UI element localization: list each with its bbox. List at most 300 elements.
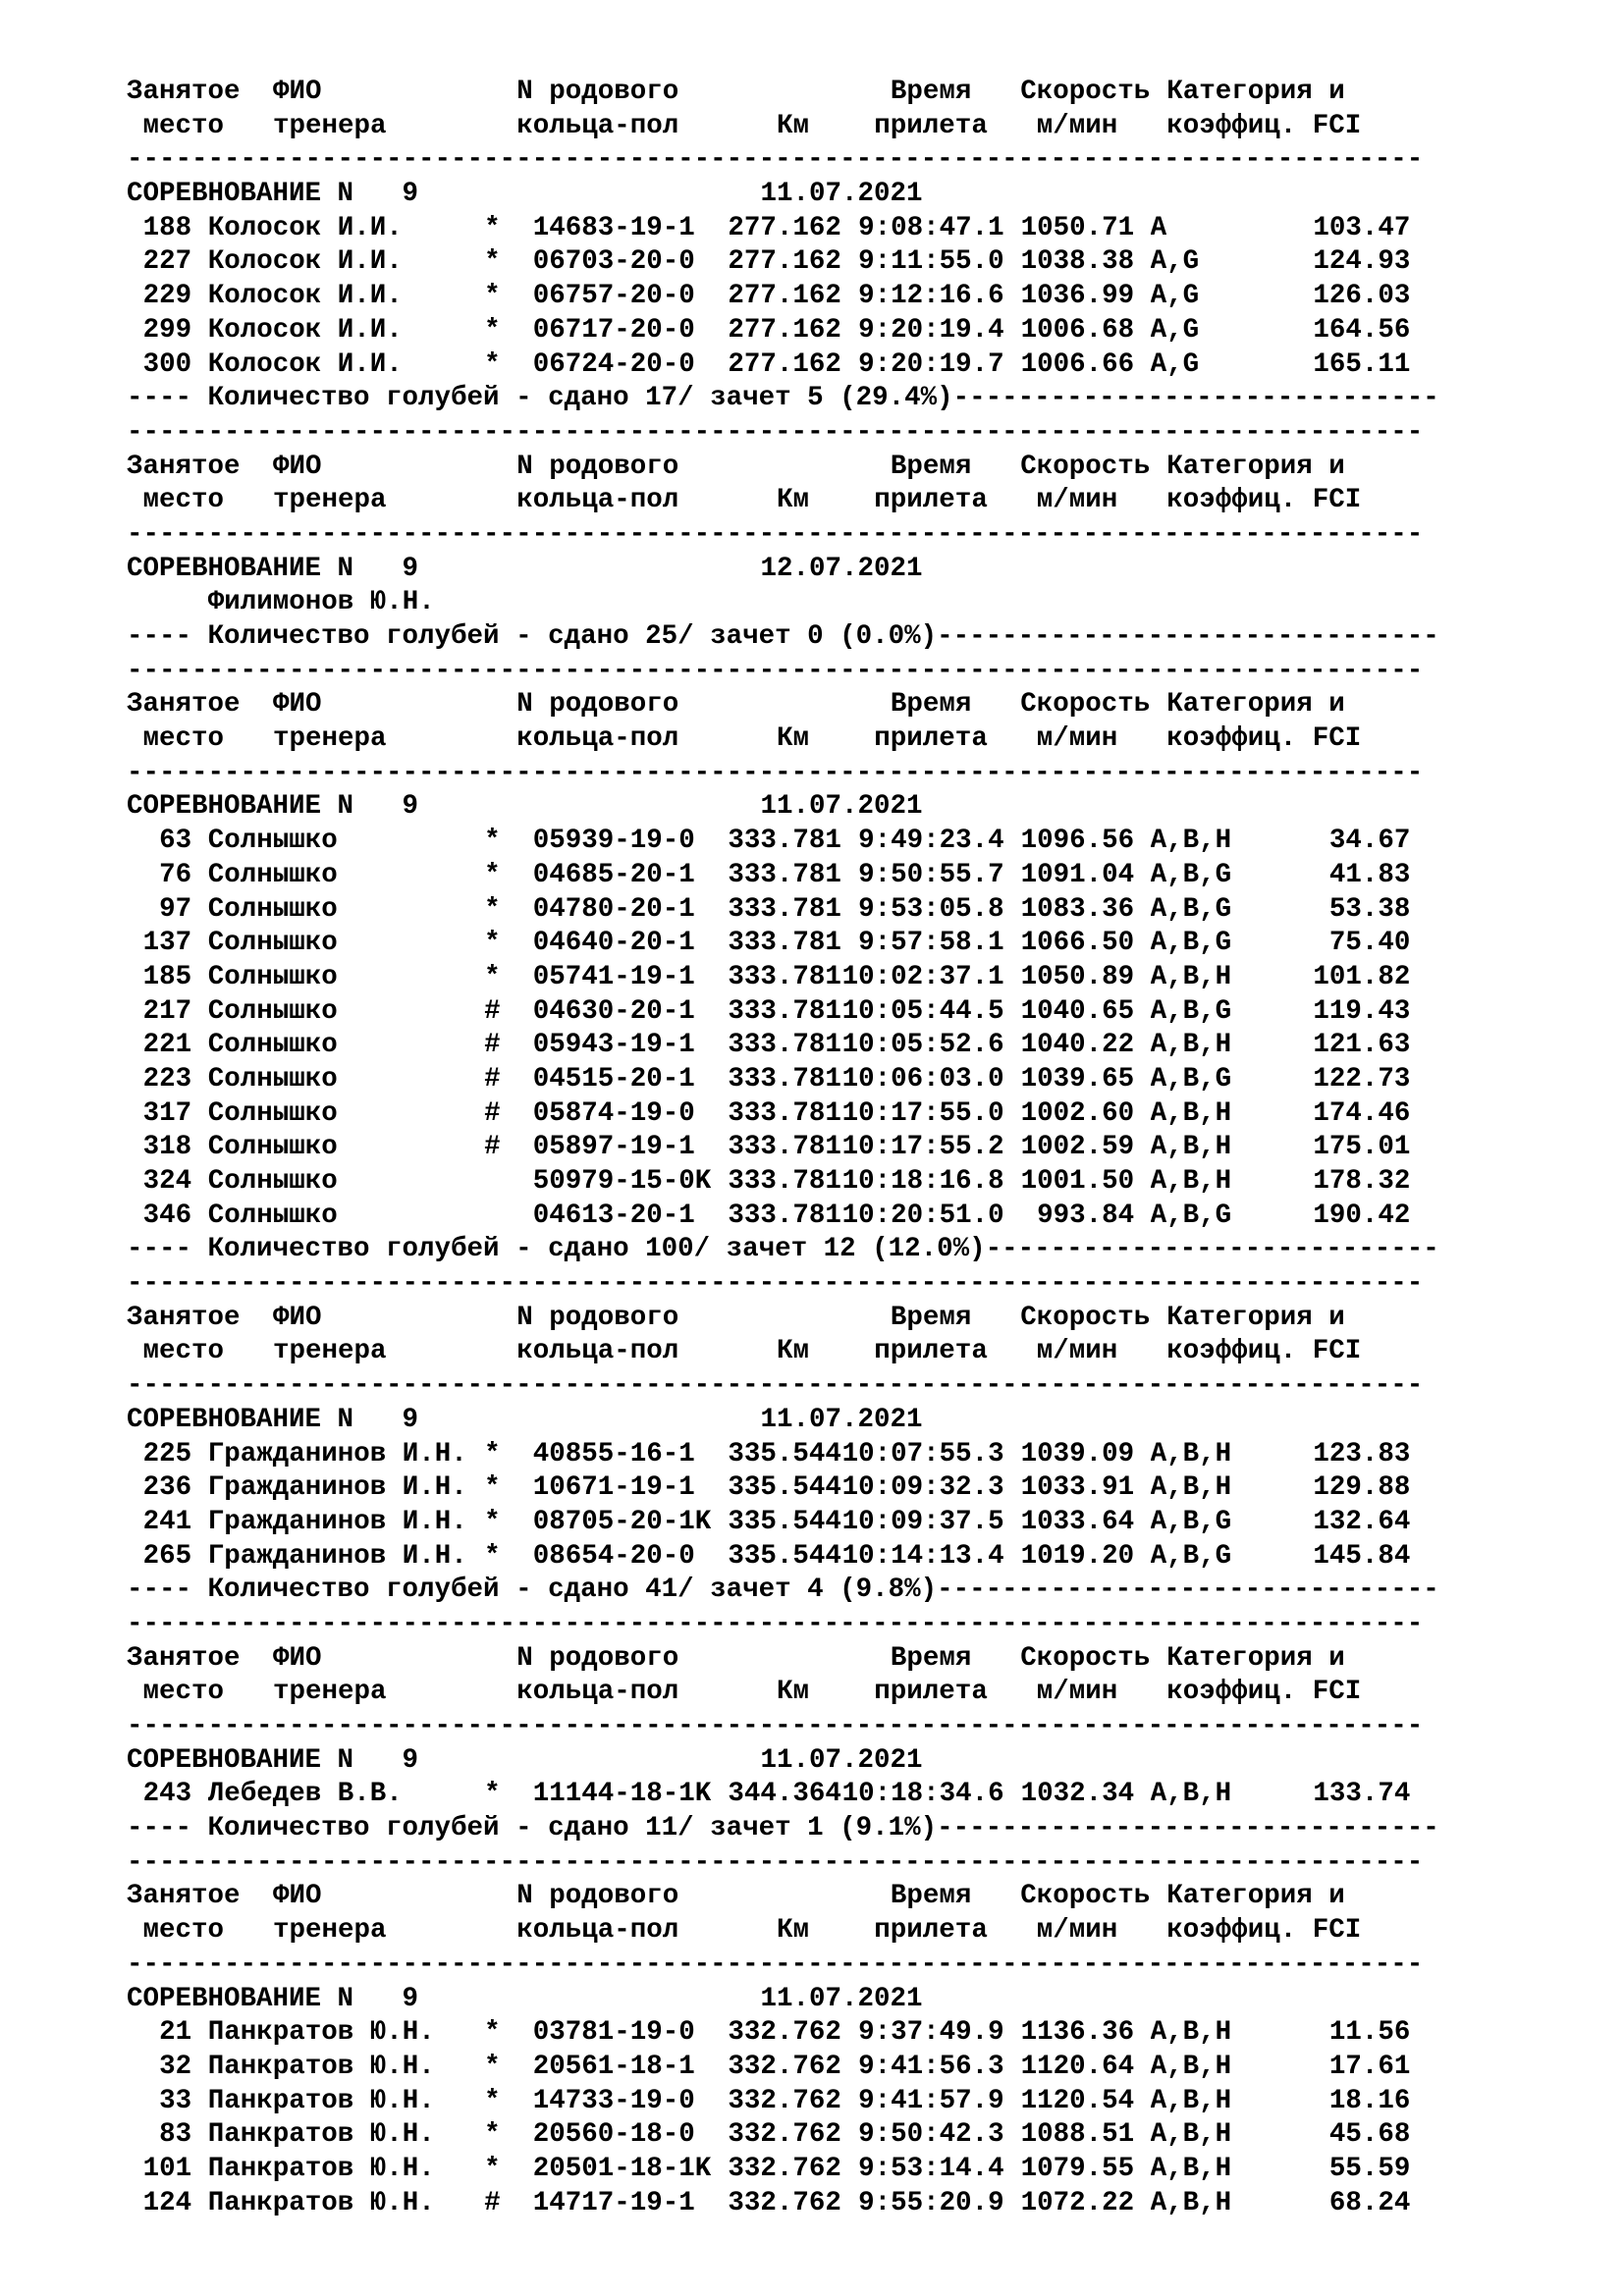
column-header: место xyxy=(142,1336,225,1367)
column-header: прилета xyxy=(874,110,988,141)
table-row xyxy=(127,212,1439,246)
speed-m-min: 1091.04 xyxy=(1020,859,1135,890)
ring-number: 05897-19-1 xyxy=(532,1132,695,1163)
category: A,B,H xyxy=(1150,1030,1232,1061)
column-header: Категория и xyxy=(1166,77,1345,107)
column-header-line-1 xyxy=(127,76,1439,110)
ring-number: 08654-20-0 xyxy=(532,1540,695,1572)
column-header: ФИО xyxy=(272,689,322,721)
competition-date: 11.07.2021 xyxy=(760,1983,923,2014)
section-summary: ---- Количество голубей - сдано 41/ зачет 4 (9.8%)------------------------------- xyxy=(127,1575,1439,1606)
table-row xyxy=(127,927,1439,961)
distance-km: 333.781 xyxy=(728,826,841,857)
ring-number: 08705-20-1K xyxy=(532,1506,712,1537)
column-header: Км xyxy=(777,110,810,141)
distance-km: 277.162 xyxy=(728,281,841,312)
category: A,B,H xyxy=(1150,826,1232,857)
mark: # xyxy=(484,1030,501,1061)
fci-coefficient: 175.01 xyxy=(1313,1132,1411,1163)
mark: * xyxy=(484,1540,501,1572)
column-header xyxy=(760,1642,792,1677)
fci-coefficient: 121.63 xyxy=(1313,1030,1411,1061)
distance-km: 277.162 xyxy=(728,314,841,346)
distance-km: 332.762 xyxy=(728,2085,841,2116)
competition-number: СОРЕВНОВАНИЕ N 9 xyxy=(127,1983,419,2014)
trainer-name: Солнышко xyxy=(207,1063,338,1095)
mark: * xyxy=(484,2085,501,2116)
table-row xyxy=(127,2118,1439,2153)
category: A,B,H xyxy=(1150,1438,1232,1469)
speed-m-min: 1050.89 xyxy=(1020,961,1135,992)
fci-coefficient: 178.32 xyxy=(1313,1166,1411,1197)
fci-coefficient: 165.11 xyxy=(1313,348,1411,380)
competition-date: 11.07.2021 xyxy=(760,1404,923,1435)
competition-line xyxy=(127,1744,1439,1779)
table-row xyxy=(127,961,1439,995)
column-header: N родового xyxy=(516,1642,679,1674)
distance-km: 333.781 xyxy=(728,1200,841,1231)
trainer-name: Панкратов Ю.Н. xyxy=(207,2051,435,2082)
trainer-name: Колосок И.И. xyxy=(207,246,403,278)
column-header: Категория и xyxy=(1166,1302,1345,1333)
competition-line xyxy=(127,1404,1439,1438)
category: A,B,G xyxy=(1150,928,1232,959)
speed-m-min: 1019.20 xyxy=(1020,1540,1135,1572)
column-header: м/мин xyxy=(1036,1677,1118,1708)
column-header: Занятое xyxy=(127,1302,241,1333)
ring-number: 20501-18-1K xyxy=(532,2153,712,2184)
arrival-time: 10:18:16.8 xyxy=(841,1166,1004,1197)
column-header: Время xyxy=(890,1302,972,1333)
column-header: Категория и xyxy=(1166,689,1345,721)
category: A,B,H xyxy=(1150,2085,1232,2116)
mark: * xyxy=(484,928,501,959)
distance-km: 277.162 xyxy=(728,212,841,243)
fci-coefficient: 119.43 xyxy=(1313,995,1411,1027)
category: A,B,H xyxy=(1150,1166,1232,1197)
column-header: м/мин xyxy=(1036,723,1118,755)
mark: * xyxy=(484,281,501,312)
separator-line: -------------------------------------------------------------------------------- xyxy=(127,1608,1424,1639)
ring-number: 10671-19-1 xyxy=(532,1472,695,1504)
fci-coefficient: 123.83 xyxy=(1313,1438,1411,1469)
category: A,B,G xyxy=(1150,1200,1232,1231)
separator-line: -------------------------------------------------------------------------------- xyxy=(127,1949,1424,1980)
place: 227 xyxy=(142,246,192,278)
competition-date: 11.07.2021 xyxy=(760,179,923,210)
category: A,B,H xyxy=(1150,2187,1232,2218)
distance-km: 333.781 xyxy=(728,961,841,992)
mark: * xyxy=(484,246,501,278)
table-row xyxy=(127,1165,1439,1200)
place: 241 xyxy=(142,1506,192,1537)
trainer-name: Колосок И.И. xyxy=(207,212,403,243)
trainer-name: Гражданинов И.Н. xyxy=(207,1506,467,1537)
mark: * xyxy=(484,2153,501,2184)
place: 236 xyxy=(142,1472,192,1504)
mark xyxy=(484,1200,501,1234)
ring-number: 14733-19-0 xyxy=(532,2085,695,2116)
ring-number: 06757-20-0 xyxy=(532,281,695,312)
table-row xyxy=(127,825,1439,859)
ring-number: 04780-20-1 xyxy=(532,893,695,925)
separator-line: -------------------------------------------------------------------------------- xyxy=(127,1268,1424,1300)
fci-coefficient: 75.40 xyxy=(1328,928,1411,959)
ring-number: 14717-19-1 xyxy=(532,2187,695,2218)
column-header: Время xyxy=(890,1881,972,1912)
column-header: прилета xyxy=(874,1336,988,1367)
distance-km: 333.781 xyxy=(728,1166,841,1197)
column-header-line-1 xyxy=(127,1642,1439,1677)
arrival-time: 10:05:52.6 xyxy=(841,1030,1004,1061)
category: A,B,G xyxy=(1150,1506,1232,1537)
trainer-name: Гражданинов И.Н. xyxy=(207,1438,467,1469)
column-header: ФИО xyxy=(272,1881,322,1912)
place: 101 xyxy=(142,2153,192,2184)
column-header: тренера xyxy=(272,1336,387,1367)
column-header: ФИО xyxy=(272,1302,322,1333)
column-header-line-2 xyxy=(127,1335,1439,1369)
place: 223 xyxy=(142,1063,192,1095)
mark: # xyxy=(484,995,501,1027)
column-header: место xyxy=(142,723,225,755)
competition-date: 11.07.2021 xyxy=(760,791,923,823)
speed-m-min: 1006.68 xyxy=(1020,314,1135,346)
fci-coefficient: 132.64 xyxy=(1313,1506,1411,1537)
arrival-time: 9:41:57.9 xyxy=(858,2085,1004,2116)
place: 124 xyxy=(142,2187,192,2218)
ring-number: 04640-20-1 xyxy=(532,928,695,959)
trainer-name: Колосок И.И. xyxy=(207,281,403,312)
table-row xyxy=(127,893,1439,928)
column-header: тренера xyxy=(272,1677,387,1708)
column-header: Время xyxy=(890,1642,972,1674)
trainer-name: Солнышко xyxy=(207,1097,338,1129)
arrival-time: 10:09:37.5 xyxy=(841,1506,1004,1537)
mark: # xyxy=(484,2187,501,2218)
column-header: коэффиц. FCI xyxy=(1166,110,1362,141)
mark: * xyxy=(484,1472,501,1504)
place: 243 xyxy=(142,1779,192,1810)
column-header: тренера xyxy=(272,110,387,141)
place: 317 xyxy=(142,1097,192,1129)
competition-line xyxy=(127,178,1439,212)
column-header xyxy=(760,76,792,110)
column-header: Скорость xyxy=(1020,689,1151,721)
category: A,B,G xyxy=(1150,1540,1232,1572)
fci-coefficient: 45.68 xyxy=(1328,2119,1411,2151)
mark: * xyxy=(484,1438,501,1469)
table-row xyxy=(127,1438,1439,1472)
ring-number: 11144-18-1K xyxy=(532,1779,712,1810)
speed-m-min: 1079.55 xyxy=(1020,2153,1135,2184)
column-header: прилета xyxy=(874,1915,988,1947)
arrival-time: 10:17:55.2 xyxy=(841,1132,1004,1163)
speed-m-min: 1083.36 xyxy=(1020,893,1135,925)
column-header-line-2 xyxy=(127,484,1439,518)
speed-m-min: 1136.36 xyxy=(1020,2017,1135,2049)
arrival-time: 10:05:44.5 xyxy=(841,995,1004,1027)
fci-coefficient: 145.84 xyxy=(1313,1540,1411,1572)
trainer-name: Панкратов Ю.Н. xyxy=(207,2187,435,2218)
separator-line: -------------------------------------------------------------------------------- xyxy=(127,518,1424,550)
fci-coefficient: 124.93 xyxy=(1313,246,1411,278)
column-header: место xyxy=(142,110,225,141)
fci-coefficient: 133.74 xyxy=(1313,1779,1411,1810)
distance-km: 335.544 xyxy=(728,1438,841,1469)
trainer-name: Панкратов Ю.Н. xyxy=(207,2017,435,2049)
table-row xyxy=(127,1200,1439,1234)
column-header: Занятое xyxy=(127,451,241,482)
column-header: N родового xyxy=(516,1881,679,1912)
trainer-name: Колосок И.И. xyxy=(207,314,403,346)
competition-line xyxy=(127,553,1439,587)
column-header: Скорость xyxy=(1020,1881,1151,1912)
category: A,B,H xyxy=(1150,1779,1232,1810)
fci-coefficient: 122.73 xyxy=(1313,1063,1411,1095)
table-row xyxy=(127,1029,1439,1063)
column-header: Занятое xyxy=(127,689,241,721)
trainer-name: Филимонов Ю.Н. xyxy=(207,587,435,618)
column-header: кольца-пол xyxy=(516,723,679,755)
speed-m-min: 993.84 xyxy=(1037,1200,1135,1231)
column-header: Скорость xyxy=(1020,451,1151,482)
fci-coefficient: 190.42 xyxy=(1313,1200,1411,1231)
category: A,B,H xyxy=(1150,2017,1232,2049)
competition-date: 11.07.2021 xyxy=(760,1744,923,1776)
column-header: кольца-пол xyxy=(516,1677,679,1708)
table-row xyxy=(127,1471,1439,1506)
trainer-name: Панкратов Ю.Н. xyxy=(207,2119,435,2151)
distance-km: 332.762 xyxy=(728,2119,841,2151)
category: A,B,G xyxy=(1150,893,1232,925)
table-row xyxy=(127,1778,1439,1812)
distance-km: 333.781 xyxy=(728,995,841,1027)
distance-km: 333.781 xyxy=(728,1097,841,1129)
separator-line: -------------------------------------------------------------------------------- xyxy=(127,416,1424,448)
category: A,B,H xyxy=(1150,1472,1232,1504)
category: A,B,G xyxy=(1150,995,1232,1027)
place: 229 xyxy=(142,281,192,312)
distance-km: 335.544 xyxy=(728,1506,841,1537)
place: 324 xyxy=(142,1166,192,1197)
distance-km: 333.781 xyxy=(728,1063,841,1095)
place: 299 xyxy=(142,314,192,346)
mark: * xyxy=(484,348,501,380)
column-header xyxy=(760,451,792,485)
speed-m-min: 1040.22 xyxy=(1020,1030,1135,1061)
distance-km: 333.781 xyxy=(728,1132,841,1163)
fci-coefficient: 174.46 xyxy=(1313,1097,1411,1129)
place: 97 xyxy=(159,893,192,925)
section-summary: ---- Количество голубей - сдано 100/ зачет 12 (12.0%)---------------------------- xyxy=(127,1234,1439,1265)
speed-m-min: 1072.22 xyxy=(1020,2187,1135,2218)
separator-line: -------------------------------------------------------------------------------- xyxy=(127,144,1424,176)
mark: * xyxy=(484,826,501,857)
competition-line xyxy=(127,1983,1439,2017)
category: A,G xyxy=(1150,314,1200,346)
ring-number: 20561-18-1 xyxy=(532,2051,695,2082)
trainer-name: Солнышко xyxy=(207,1132,338,1163)
speed-m-min: 1039.65 xyxy=(1020,1063,1135,1095)
ring-number: 04613-20-1 xyxy=(532,1200,695,1231)
table-row xyxy=(127,280,1439,314)
separator-line: -------------------------------------------------------------------------------- xyxy=(127,1711,1424,1741)
fci-coefficient: 55.59 xyxy=(1328,2153,1411,2184)
trainer-name: Солнышко xyxy=(207,826,338,857)
speed-m-min: 1039.09 xyxy=(1020,1438,1135,1469)
table-row xyxy=(127,2051,1439,2085)
column-header-line-2 xyxy=(127,110,1439,144)
arrival-time: 10:20:51.0 xyxy=(841,1200,1004,1231)
category: A,B,G xyxy=(1150,859,1232,890)
mark: * xyxy=(484,314,501,346)
place: 217 xyxy=(142,995,192,1027)
ring-number: 50979-15-0K xyxy=(532,1166,712,1197)
arrival-time: 10:18:34.6 xyxy=(841,1779,1004,1810)
column-header: кольца-пол xyxy=(516,110,679,141)
category: A,G xyxy=(1150,246,1200,278)
speed-m-min: 1038.38 xyxy=(1020,246,1135,278)
column-header: коэффиц. FCI xyxy=(1166,1336,1362,1367)
place: 137 xyxy=(142,928,192,959)
trainer-name: Гражданинов И.Н. xyxy=(207,1540,467,1572)
column-header xyxy=(760,1880,792,1914)
category: A,B,H xyxy=(1150,2119,1232,2151)
fci-coefficient: 17.61 xyxy=(1328,2051,1411,2082)
place: 265 xyxy=(142,1540,192,1572)
competition-line xyxy=(127,790,1439,825)
speed-m-min: 1002.59 xyxy=(1020,1132,1135,1163)
distance-km: 277.162 xyxy=(728,348,841,380)
column-header: Км xyxy=(777,1915,810,1947)
column-header: ФИО xyxy=(272,451,322,482)
column-header: м/мин xyxy=(1036,1915,1118,1947)
table-row xyxy=(127,1097,1439,1132)
distance-km: 332.762 xyxy=(728,2187,841,2218)
column-header: Время xyxy=(890,689,972,721)
category: A,B,G xyxy=(1150,1063,1232,1095)
column-header: м/мин xyxy=(1036,110,1118,141)
trainer-name: Колосок И.И. xyxy=(207,348,403,380)
distance-km: 332.762 xyxy=(728,2017,841,2049)
distance-km: 332.762 xyxy=(728,2153,841,2184)
column-header: N родового xyxy=(516,77,679,107)
column-header: место xyxy=(142,485,225,516)
table-row xyxy=(127,2187,1439,2221)
column-header: Категория и xyxy=(1166,1642,1345,1674)
arrival-time: 10:06:03.0 xyxy=(841,1063,1004,1095)
mark: * xyxy=(484,859,501,890)
section-summary: ---- Количество голубей - сдано 11/ зачет 1 (9.1%)------------------------------- xyxy=(127,1813,1439,1844)
column-header: Км xyxy=(777,1677,810,1708)
column-header: Скорость xyxy=(1020,1642,1151,1674)
speed-m-min: 1088.51 xyxy=(1020,2119,1135,2151)
ring-number: 14683-19-1 xyxy=(532,212,695,243)
arrival-time: 9:41:56.3 xyxy=(858,2051,1004,2082)
column-header-line-2 xyxy=(127,1914,1439,1949)
column-header: тренера xyxy=(272,723,387,755)
arrival-time: 9:08:47.1 xyxy=(858,212,1004,243)
column-header xyxy=(760,688,792,722)
arrival-time: 10:14:13.4 xyxy=(841,1540,1004,1572)
speed-m-min: 1036.99 xyxy=(1020,281,1135,312)
ring-number: 03781-19-0 xyxy=(532,2017,695,2049)
speed-m-min: 1040.65 xyxy=(1020,995,1135,1027)
table-row xyxy=(127,859,1439,893)
fci-coefficient: 126.03 xyxy=(1313,281,1411,312)
category: A,B,H xyxy=(1150,2153,1232,2184)
arrival-time: 9:50:42.3 xyxy=(858,2119,1004,2151)
mark: # xyxy=(484,1097,501,1129)
column-header: ФИО xyxy=(272,77,322,107)
mark: # xyxy=(484,1132,501,1163)
place: 21 xyxy=(159,2017,192,2049)
column-header: прилета xyxy=(874,723,988,755)
column-header: прилета xyxy=(874,1677,988,1708)
column-header: кольца-пол xyxy=(516,485,679,516)
column-header: тренера xyxy=(272,485,387,516)
arrival-time: 9:53:05.8 xyxy=(858,893,1004,925)
mark: # xyxy=(484,1063,501,1095)
category: A,G xyxy=(1150,348,1200,380)
column-header: N родового xyxy=(516,451,679,482)
mark: * xyxy=(484,2017,501,2049)
arrival-time: 9:57:58.1 xyxy=(858,928,1004,959)
competition-number: СОРЕВНОВАНИЕ N 9 xyxy=(127,791,419,823)
column-header: N родового xyxy=(516,689,679,721)
speed-m-min: 1066.50 xyxy=(1020,928,1135,959)
trainer-line xyxy=(127,586,1439,620)
column-header-line-2 xyxy=(127,1676,1439,1710)
arrival-time: 10:07:55.3 xyxy=(841,1438,1004,1469)
arrival-time: 9:12:16.6 xyxy=(858,281,1004,312)
column-header: Км xyxy=(777,1336,810,1367)
trainer-name: Панкратов Ю.Н. xyxy=(207,2153,435,2184)
column-header: коэффиц. FCI xyxy=(1166,723,1362,755)
arrival-time: 10:17:55.0 xyxy=(841,1097,1004,1129)
ring-number: 04685-20-1 xyxy=(532,859,695,890)
separator-line: -------------------------------------------------------------------------------- xyxy=(127,1846,1424,1878)
separator-line: -------------------------------------------------------------------------------- xyxy=(127,757,1424,788)
place: 225 xyxy=(142,1438,192,1469)
column-header: место xyxy=(142,1915,225,1947)
distance-km: 344.364 xyxy=(728,1779,841,1810)
mark xyxy=(484,1165,501,1200)
mark: * xyxy=(484,893,501,925)
trainer-name: Панкратов Ю.Н. xyxy=(207,2085,435,2116)
speed-m-min: 1002.60 xyxy=(1020,1097,1135,1129)
trainer-name: Солнышко xyxy=(207,1030,338,1061)
column-header-line-2 xyxy=(127,722,1439,757)
category: A,G xyxy=(1150,281,1200,312)
trainer-name: Солнышко xyxy=(207,961,338,992)
table-row xyxy=(127,1540,1439,1575)
mark: * xyxy=(484,212,501,243)
column-header-line-1 xyxy=(127,688,1439,722)
speed-m-min: 1032.34 xyxy=(1020,1779,1135,1810)
column-header: Категория и xyxy=(1166,451,1345,482)
section-summary: ---- Количество голубей - сдано 17/ зачет 5 (29.4%)------------------------------ xyxy=(127,383,1439,414)
fci-coefficient: 18.16 xyxy=(1328,2085,1411,2116)
column-header-line-1 xyxy=(127,1880,1439,1914)
column-header: м/мин xyxy=(1036,485,1118,516)
mark: * xyxy=(484,2119,501,2151)
column-header-line-1 xyxy=(127,1302,1439,1336)
place: 33 xyxy=(159,2085,192,2116)
speed-m-min: 1006.66 xyxy=(1020,348,1135,380)
place: 346 xyxy=(142,1200,192,1231)
